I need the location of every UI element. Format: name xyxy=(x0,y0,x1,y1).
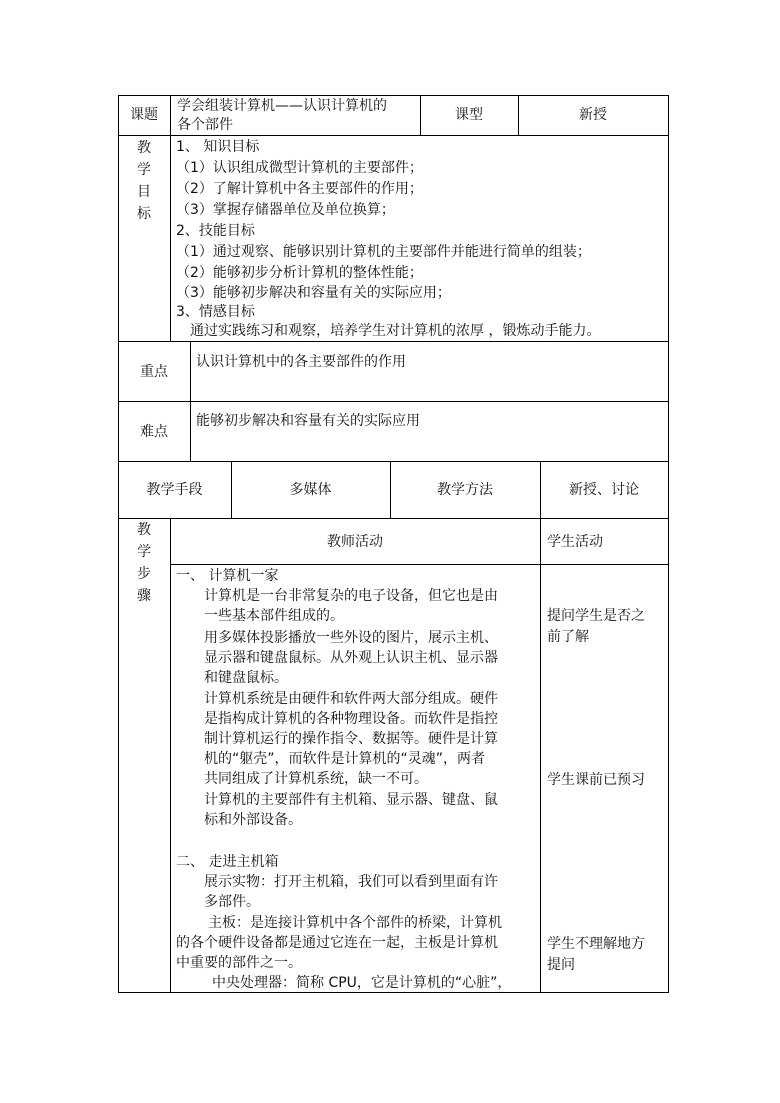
teacher-line: 用多媒体投影播放一些外设的图片，展示主机、 xyxy=(204,630,498,646)
teacher-line: 一些基本部件组成的。 xyxy=(204,608,344,624)
means-value: 多媒体 xyxy=(289,482,332,498)
teacher-line: 标和外部设备。 xyxy=(204,812,302,828)
student-line: 学生课前已预习 xyxy=(547,772,645,788)
key-value: 认识计算机中的各主要部件的作用 xyxy=(196,354,406,370)
goal-line: （3）能够初步解决和容量有关的实际应用； xyxy=(176,285,451,301)
border-key xyxy=(190,341,191,462)
goal-line: （2）能够初步分析计算机的整体性能； xyxy=(176,265,423,281)
type-value: 新授 xyxy=(579,107,607,123)
teacher-line: 多部件。 xyxy=(204,894,260,910)
border-row3 xyxy=(118,401,669,402)
teacher-line: 和键盘鼠标。 xyxy=(204,670,288,686)
teacher-line: 是指构成计算机的各种物理设备。而软件是指控 xyxy=(204,711,498,727)
teacher-line: 显示器和键盘鼠标。从外观上认识主机、显示器 xyxy=(204,650,498,666)
border-goals xyxy=(170,135,171,342)
teacher-line: 共同组成了计算机系统，缺一不可。 xyxy=(204,771,428,787)
goal-line: 通过实践练习和观察，培养学生对计算机的浓厚 ，锻炼动手能力。 xyxy=(190,323,601,339)
student-line: 前了解 xyxy=(547,629,589,645)
goal-line: （3）掌握存储器单位及单位换算； xyxy=(176,202,395,218)
student-line: 学生不理解地方 xyxy=(547,936,645,952)
goal-line: 2、技能目标 xyxy=(176,223,255,239)
means-label: 教学手段 xyxy=(146,482,203,498)
border-right xyxy=(668,95,669,993)
teacher-line: 计算机是一台非常复杂的电子设备，但它也是由 xyxy=(204,588,498,604)
border-row5 xyxy=(118,518,669,519)
goal-line: （1）通过观察、能够识别计算机的主要部件并能进行简单的组装； xyxy=(176,244,591,260)
border-steps-header xyxy=(170,564,669,565)
teacher-line: 二、 走进主机箱 xyxy=(176,854,279,870)
teacher-header: 教师活动 xyxy=(327,534,383,550)
key-label: 重点 xyxy=(140,364,168,380)
goal-line: 3、情感目标 xyxy=(176,304,255,320)
student-line: 提问 xyxy=(547,957,575,973)
goal-line: 1、 知识目标 xyxy=(176,139,260,155)
goals-label: 教学目标 xyxy=(137,140,151,222)
teacher-line: 一、 计算机一家 xyxy=(176,568,279,584)
goal-line: （2）了解计算机中各主要部件的作用； xyxy=(176,181,423,197)
difficulty-label: 难点 xyxy=(140,424,168,440)
teacher-line: 制计算机运行的操作指令、数据等。硬件是计算 xyxy=(204,731,498,747)
teacher-line: 机的“躯壳”，而软件是计算机的“灵魂”，两者 xyxy=(204,751,486,767)
method-value: 新授、讨论 xyxy=(569,482,639,498)
border-row1 xyxy=(118,135,669,136)
teacher-line: 中央处理器：简称 CPU，它是计算机的“心脏”， xyxy=(212,975,512,991)
label-topic: 课题 xyxy=(130,107,158,123)
border-steps-b xyxy=(540,518,541,993)
student-header: 学生活动 xyxy=(547,534,603,550)
label-type: 课型 xyxy=(455,107,483,123)
difficulty-value: 能够初步解决和容量有关的实际应用 xyxy=(196,413,420,429)
teacher-line: 中重要的部件之一。 xyxy=(176,955,302,971)
border-row4 xyxy=(118,461,669,462)
student-line: 提问学生是否之 xyxy=(547,608,645,624)
goal-line: （1）认识组成微型计算机的主要部件； xyxy=(176,160,423,176)
topic-line1: 学会组装计算机——认识计算机的 xyxy=(177,98,387,114)
border-steps-a xyxy=(170,518,171,993)
border-header-a xyxy=(170,95,171,136)
method-label: 教学方法 xyxy=(437,482,493,498)
border-row2 xyxy=(118,341,669,342)
teacher-line: 计算机的主要部件有主机箱、显示器、键盘、鼠 xyxy=(204,792,498,808)
teacher-line: 主板：是连接计算机中各个部件的桥梁，计算机 xyxy=(208,915,502,931)
teacher-line: 的各个硬件设备都是通过它连在一起，主板是计算机 xyxy=(176,935,498,951)
topic-line2: 各个部件 xyxy=(177,117,233,133)
border-left xyxy=(118,95,119,993)
steps-label: 教学步骤 xyxy=(137,522,151,604)
teacher-line: 计算机系统是由硬件和软件两大部分组成。硬件 xyxy=(204,691,498,707)
teacher-line: 展示实物：打开主机箱，我们可以看到里面有许 xyxy=(204,874,498,890)
